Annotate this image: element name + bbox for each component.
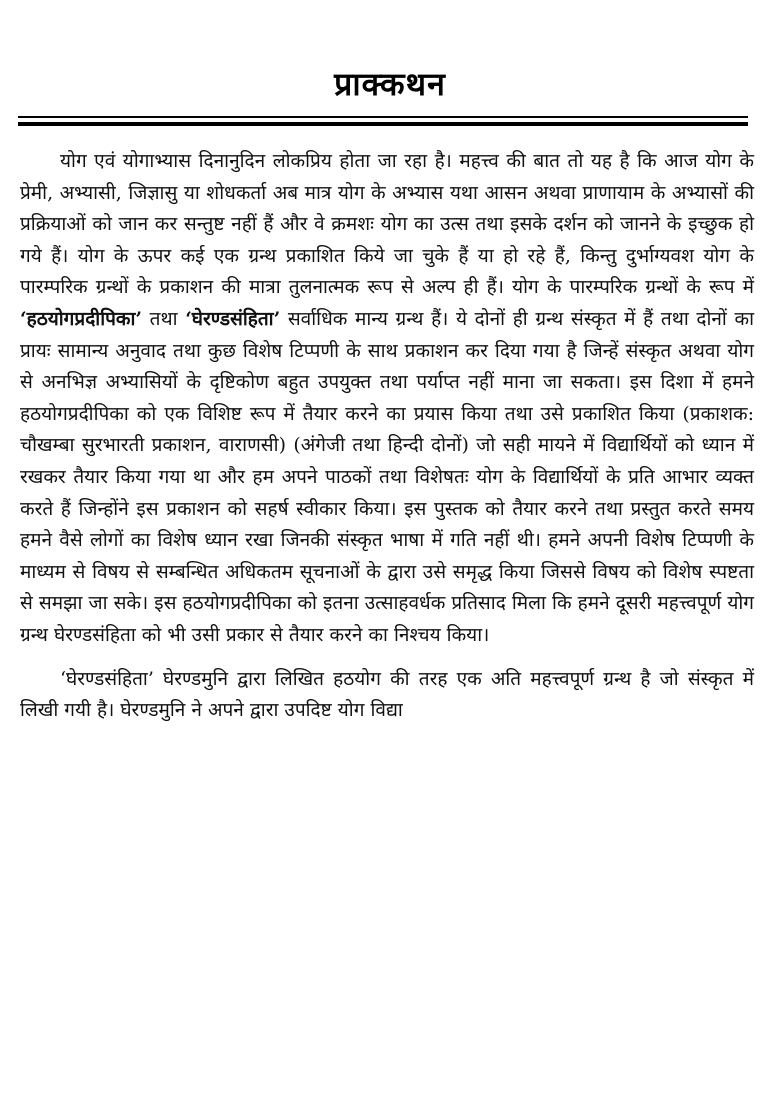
title-divider-thin xyxy=(18,116,748,118)
book-title-gheranda-samhita: ‘घेरण्डसंहिता’ xyxy=(185,307,281,330)
body-text xyxy=(20,146,754,727)
paragraph-1-part-2: तथा xyxy=(142,307,186,330)
title-divider-thick xyxy=(18,122,748,126)
page-title: प्राक्कथन xyxy=(334,65,446,103)
paragraph-1 xyxy=(20,146,754,652)
book-title-hathayoga-pradipika: ‘हठयोगप्रदीपिका’ xyxy=(20,307,143,330)
paragraph-1-part-1: योग एवं योगाभ्यास दिनानुदिन लोकप्रिय होता जा रहा है। महत्त्व की बात तो यह है कि आज योग के प्रेमी, अभ्यासी, जिज्ञासु या शोधकर्ता अब मात्र योग के अभ्यास यथा आसन अथवा प्राणायाम के अभ्यासों की प्रक्रियाओं को जान कर सन्तुष्ट नहीं हैं और वे क्रमशः योग का उत्स तथा इसके दर्शन को जानने के इच्छुक हो गये हैं। योग के ऊपर कई एक ग्रन्थ प्रकाशित किये जा चुके हैं या हो रहे हैं, किन्तु दुर्भाग्यवश योग के पारम्परिक ग्रन्थों के प्रकाशन की मात्रा तुलनात्मक रूप से अल्प ही हैं। योग के पारम्परिक ग्रन्थों के रूप में xyxy=(20,150,754,299)
paragraph-2: ‘घेरण्डसंहिता’ घेरण्डमुनि द्वारा लिखित हठयोग की तरह एक अति महत्त्वपूर्ण ग्रन्थ है जो संस्कृत में लिखी गयी है। घेरण्डमुनि ने अपने द्वारा उपदिष्ट योग विद्या xyxy=(20,667,754,722)
paragraph-1-part-3: सर्वाधिक मान्य ग्रन्थ हैं। ये दोनों ही ग्रन्थ संस्कृत में हैं तथा दोनों का प्रायः सामान्य अनुवाद तथा कुछ विशेष टिप्पणी के साथ प्रकाशन कर दिया गया है जिन्हें संस्कृत अथवा योग से अनभिज्ञ अभ्यासियों के दृष्टिकोण बहुत उपयुक्त तथा पर्याप्त नहीं माना जा सकता। इस दिशा में हमने हठयोगप्रदीपिका को एक विशिष्ट रूप में तैयार करने का प्रयास किया तथा उसे प्रकाशित किया (प्रकाशक: चौखम्बा सुरभारती प्रकाशन, वाराणसी) (अंगेजी तथा हिन्दी दोनों) जो सही मायने में विद्यार्थियों को ध्यान में रखकर तैयार किया गया था और हम अपने पाठकों तथा विशेषतः योग के विद्यार्थियों के प्रति आभार व्यक्त करते हैं जिन्होंने इस प्रकाशन को सहर्ष स्वीकार किया। इस पुस्तक को तैयार करने तथा प्रस्तुत करते समय हमने वैसे लोगों का विशेष ध्यान रखा जिनकी संस्कृत भाषा में गति नहीं थी। हमने अपनी विशेष टिप्पणी के माध्यम से विषय से सम्बन्धित अधिकतम सूचनाओं के द्वारा उसे समृद्ध किया जिससे विषय को विशेष स्पष्टता से समझा जा सके। इस हठयोगप्रदीपिका को इतना उत्साहवर्धक प्रतिसाद मिला कि हमने दूसरी महत्त्वपूर्ण योग ग्रन्थ घेरण्डसंहिता को भी उसी प्रकार से तैयार करने का निश्चय किया। xyxy=(20,307,754,646)
